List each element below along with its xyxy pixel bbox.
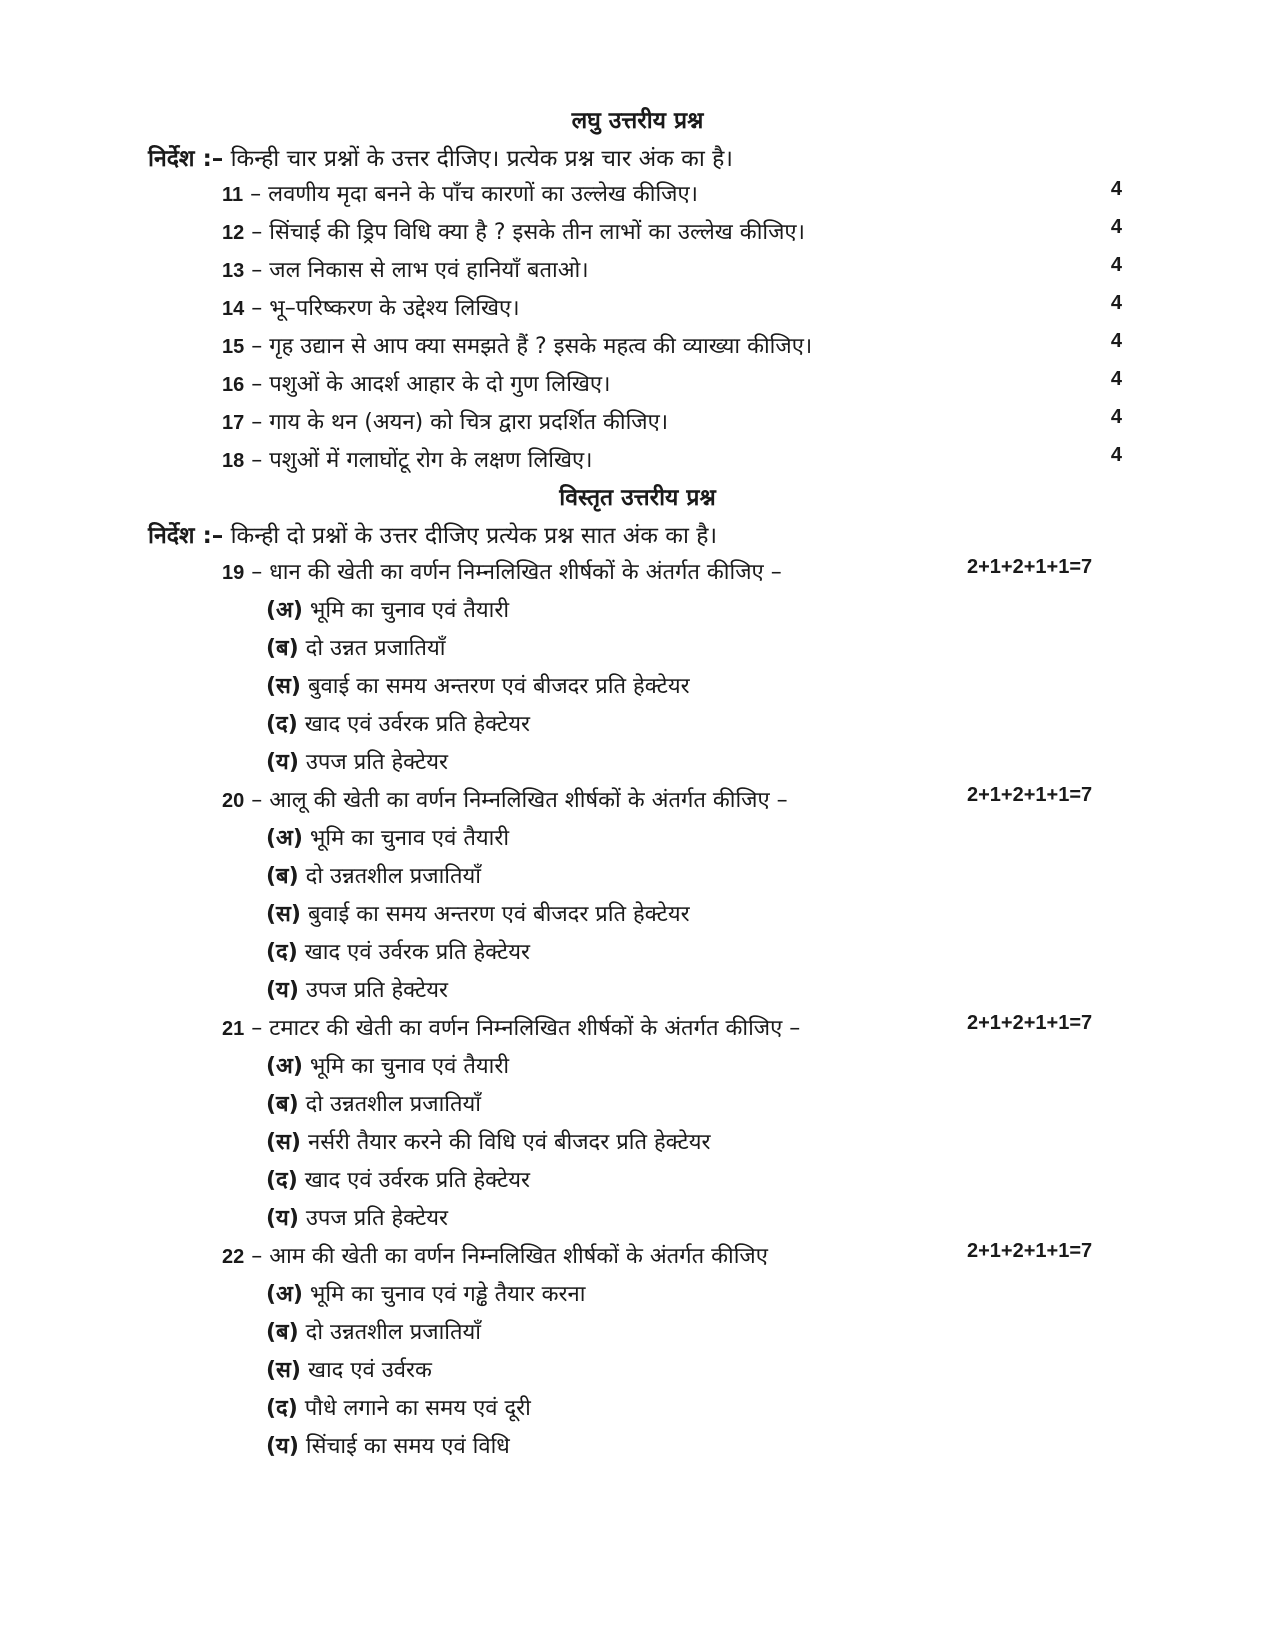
long-answer-heading: विस्तृत उत्तरीय प्रश्न — [559, 485, 716, 511]
sub-part — [266, 594, 509, 624]
instruction-label: निर्देश :– — [148, 523, 224, 549]
question-dash: – — [244, 448, 270, 473]
question-number: 15 — [222, 336, 245, 358]
question-text: गाय के थन (अयन) को चित्र द्वारा प्रदर्शित कीजिए। — [269, 410, 669, 435]
question-dash: – — [244, 258, 270, 283]
sub-part — [266, 1088, 481, 1118]
question-marks: 4 — [1110, 406, 1122, 428]
sub-part-text: खाद एवं उर्वरक प्रति हेक्टेयर — [304, 1168, 531, 1193]
question-marks: 4 — [1110, 254, 1122, 276]
sub-part — [266, 898, 690, 928]
sub-part-text: भूमि का चुनाव एवं गड्ढे तैयार करना — [309, 1282, 586, 1307]
question-number: 16 — [222, 374, 245, 396]
sub-part-label: (स) — [266, 1358, 301, 1383]
sub-part-label: (द) — [266, 1168, 298, 1193]
long-question-row — [222, 1240, 1122, 1274]
sub-part-text: उपज प्रति हेक्टेयर — [305, 750, 449, 775]
question-number: 13 — [222, 260, 245, 282]
instruction-text: किन्ही दो प्रश्नों के उत्तर दीजिए प्रत्येक प्रश्न सात अंक का है। — [230, 523, 718, 549]
question-marks: 2+1+2+1+1=7 — [967, 556, 1093, 578]
question-text: लवणीय मृदा बनने के पाँच कारणों का उल्लेख कीजिए। — [268, 182, 698, 207]
question-marks: 4 — [1110, 330, 1122, 352]
sub-part-label: (ब) — [266, 864, 299, 889]
sub-part-text: बुवाई का समय अन्तरण एवं बीजदर प्रति हेक्टेयर — [307, 902, 690, 927]
short-question-row — [222, 330, 1122, 364]
question-dash: – — [244, 560, 270, 585]
sub-part-label: (य) — [266, 1206, 299, 1231]
sub-part-text: उपज प्रति हेक्टेयर — [305, 1206, 449, 1231]
question-dash: – — [244, 334, 270, 359]
question-text: आलू की खेती का वर्णन निम्नलिखित शीर्षकों के अंतर्गत कीजिए – — [269, 788, 788, 813]
sub-part-text: बुवाई का समय अन्तरण एवं बीजदर प्रति हेक्टेयर — [307, 674, 690, 699]
sub-part — [266, 1354, 432, 1384]
sub-part-label: (स) — [266, 1130, 301, 1155]
question-text: भू–परिष्करण के उद्देश्य लिखिए। — [269, 296, 520, 321]
question-marks: 4 — [1110, 444, 1122, 466]
sub-part — [266, 670, 690, 700]
sub-part — [266, 860, 481, 890]
question-dash: – — [244, 372, 270, 397]
short-question-row — [222, 216, 1122, 250]
question-dash: – — [244, 1244, 270, 1269]
sub-part-text: उपज प्रति हेक्टेयर — [305, 978, 449, 1003]
sub-part-label: (अ) — [266, 826, 303, 851]
sub-part-label: (अ) — [266, 598, 303, 623]
sub-part-text: भूमि का चुनाव एवं तैयारी — [309, 1054, 510, 1079]
long-question-row — [222, 784, 1122, 818]
question-dash: – — [244, 220, 270, 245]
short-question-row — [222, 406, 1122, 440]
sub-part — [266, 1164, 530, 1194]
question-number: 22 — [222, 1246, 245, 1268]
question-marks: 4 — [1110, 178, 1122, 200]
sub-part-text: नर्सरी तैयार करने की विधि एवं बीजदर प्रति हेक्टेयर — [307, 1130, 711, 1155]
question-dash: – — [244, 296, 270, 321]
sub-part-text: खाद एवं उर्वरक प्रति हेक्टेयर — [304, 712, 531, 737]
sub-part-label: (स) — [266, 674, 301, 699]
short-question-row — [222, 254, 1122, 288]
short-question-row — [222, 368, 1122, 402]
short-question-row — [222, 292, 1122, 326]
sub-part — [266, 1126, 711, 1156]
sub-part — [266, 708, 530, 738]
long-instruction — [148, 518, 717, 550]
question-marks: 4 — [1110, 216, 1122, 238]
sub-part-text: दो उन्नतशील प्रजातियाँ — [305, 1092, 481, 1117]
sub-part — [266, 822, 509, 852]
question-marks: 2+1+2+1+1=7 — [967, 1240, 1093, 1262]
sub-part-text: खाद एवं उर्वरक प्रति हेक्टेयर — [304, 940, 531, 965]
question-text: गृह उद्यान से आप क्या समझते हैं ? इसके महत्व की व्याख्या कीजिए। — [269, 334, 813, 359]
sub-part-text: भूमि का चुनाव एवं तैयारी — [309, 598, 510, 623]
question-text: आम की खेती का वर्णन निम्नलिखित शीर्षकों के अंतर्गत कीजिए — [269, 1244, 768, 1269]
short-answer-heading: लघु उत्तरीय प्रश्न — [571, 108, 704, 134]
sub-part-text: खाद एवं उर्वरक — [307, 1358, 432, 1383]
short-instruction — [148, 141, 733, 173]
question-number: 11 — [222, 184, 244, 206]
sub-part-label: (ब) — [266, 1092, 299, 1117]
sub-part — [266, 974, 448, 1004]
sub-part-label: (द) — [266, 940, 298, 965]
sub-part-text: दो उन्नतशील प्रजातियाँ — [305, 1320, 481, 1345]
sub-part — [266, 1316, 481, 1346]
sub-part-text: दो उन्नतशील प्रजातियाँ — [305, 864, 481, 889]
long-question-row — [222, 1012, 1122, 1046]
sub-part — [266, 1202, 448, 1232]
instruction-text: किन्ही चार प्रश्नों के उत्तर दीजिए। प्रत्येक प्रश्न चार अंक का है। — [230, 146, 734, 172]
sub-part-label: (द) — [266, 1396, 298, 1421]
question-number: 18 — [222, 450, 245, 472]
sub-part-label: (अ) — [266, 1282, 303, 1307]
question-marks: 4 — [1110, 292, 1122, 314]
question-number: 21 — [222, 1018, 245, 1040]
question-dash: – — [244, 1016, 270, 1041]
question-text: जल निकास से लाभ एवं हानियाँ बताओ। — [269, 258, 589, 283]
question-text: सिंचाई की ड्रिप विधि क्या है ? इसके तीन लाभों का उल्लेख कीजिए। — [269, 220, 805, 245]
sub-part-label: (ब) — [266, 636, 299, 661]
question-dash: – — [244, 410, 270, 435]
sub-part-label: (स) — [266, 902, 301, 927]
question-number: 20 — [222, 790, 245, 812]
short-question-row — [222, 178, 1122, 212]
question-dash: – — [243, 182, 269, 207]
question-marks: 2+1+2+1+1=7 — [967, 784, 1093, 806]
question-text: धान की खेती का वर्णन निम्नलिखित शीर्षकों के अंतर्गत कीजिए – — [269, 560, 782, 585]
short-question-row — [222, 444, 1122, 478]
question-number: 19 — [222, 562, 245, 584]
long-question-row — [222, 556, 1122, 590]
sub-part — [266, 1050, 509, 1080]
sub-part — [266, 746, 448, 776]
sub-part-text: भूमि का चुनाव एवं तैयारी — [309, 826, 510, 851]
question-number: 14 — [222, 298, 245, 320]
sub-part — [266, 1278, 585, 1308]
sub-part-label: (द) — [266, 712, 298, 737]
sub-part-label: (य) — [266, 750, 299, 775]
question-number: 12 — [222, 222, 245, 244]
question-text: पशुओं में गलाघोंटू रोग के लक्षण लिखिए। — [269, 448, 593, 473]
sub-part-text: सिंचाई का समय एवं विधि — [305, 1434, 510, 1459]
question-dash: – — [244, 788, 270, 813]
question-marks: 4 — [1110, 368, 1122, 390]
sub-part-label: (अ) — [266, 1054, 303, 1079]
sub-part-label: (ब) — [266, 1320, 299, 1345]
question-text: पशुओं के आदर्श आहार के दो गुण लिखिए। — [269, 372, 611, 397]
instruction-label: निर्देश :– — [148, 146, 224, 172]
sub-part — [266, 1392, 531, 1422]
sub-part — [266, 632, 445, 662]
question-marks: 2+1+2+1+1=7 — [967, 1012, 1093, 1034]
sub-part-text: पौधे लगाने का समय एवं दूरी — [304, 1396, 531, 1421]
sub-part-label: (य) — [266, 1434, 299, 1459]
sub-part — [266, 936, 530, 966]
sub-part-label: (य) — [266, 978, 299, 1003]
question-number: 17 — [222, 412, 245, 434]
sub-part-text: दो उन्नत प्रजातियाँ — [305, 636, 446, 661]
sub-part — [266, 1430, 510, 1460]
question-text: टमाटर की खेती का वर्णन निम्नलिखित शीर्षकों के अंतर्गत कीजिए – — [269, 1016, 801, 1041]
